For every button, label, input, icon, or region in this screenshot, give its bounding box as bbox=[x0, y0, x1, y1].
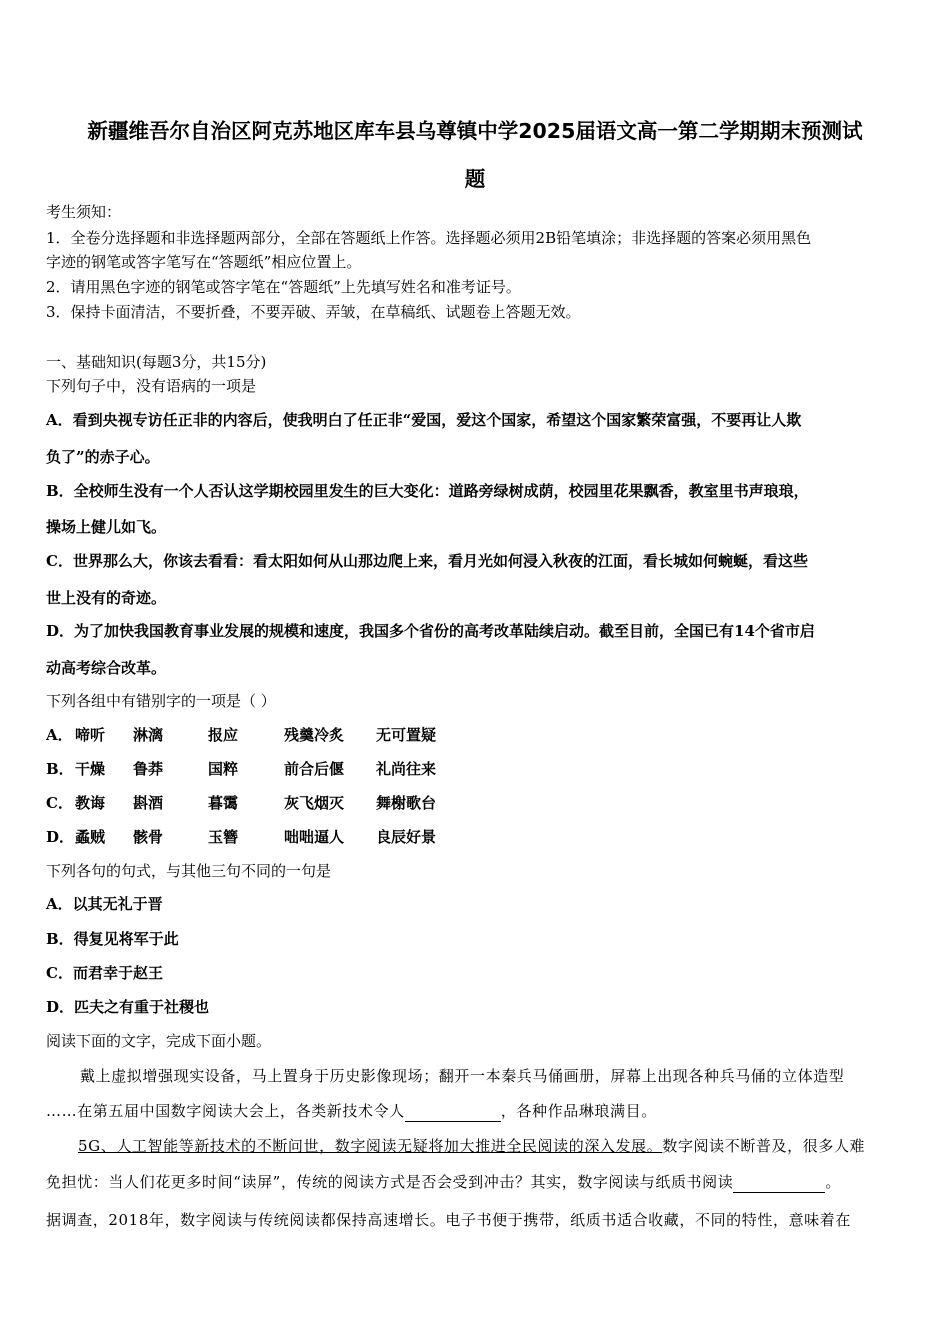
q2-row-label: A． bbox=[46, 726, 73, 744]
q3-option-a: A．以其无礼于晋 bbox=[46, 895, 163, 913]
q2-row-label: C． bbox=[46, 794, 73, 812]
q2-word: 舞榭歌台 bbox=[376, 794, 437, 812]
q3-option-b: B．得复见将军于此 bbox=[46, 930, 179, 948]
q1-option-a-line-2: 负了”的赤子心。 bbox=[46, 448, 160, 466]
reading-p2-line-2-start: 免担忧：当人们花更多时间“读屏”，传统的阅读方式是否会受到冲击？其实，数字阅读与纸质书阅读 bbox=[46, 1173, 734, 1191]
q3-option-c: C．而君幸于赵王 bbox=[46, 964, 163, 982]
q1-stem: 下列句子中，没有语病的一项是 bbox=[46, 377, 257, 395]
notice-item-2: 2．请用黑色字迹的钢笔或答字笔在“答题纸”上先填写姓名和准考证号。 bbox=[46, 278, 521, 296]
notice-heading: 考生须知： bbox=[46, 203, 122, 221]
q1-option-d-line-2: 动高考综合改革。 bbox=[46, 659, 167, 677]
q2-word: 灰飞烟灭 bbox=[284, 794, 345, 812]
q2-word: 骸骨 bbox=[133, 828, 164, 846]
q2-word: 良辰好景 bbox=[376, 828, 437, 846]
q2-word: 鲁莽 bbox=[133, 760, 164, 778]
q2-word: 蟊贼 bbox=[75, 828, 106, 846]
q1-option-b-line-1: B．全校师生没有一个人否认这学期校园里发生的巨大变化：道路旁绿树成荫，校园里花果飘香，教室里书声琅琅， bbox=[46, 482, 809, 500]
reading-p2-line-2 bbox=[46, 1172, 841, 1193]
reading-p2-line-2-end: 。 bbox=[825, 1173, 841, 1191]
q2-word: 前合后偃 bbox=[284, 760, 345, 778]
q2-word: 咄咄逼人 bbox=[284, 828, 345, 846]
q1-option-d-line-1: D．为了加快我国教育事业发展的规模和速度，我国多个省份的高考改革陆续启动。截至目前，全国已有14个省市启 bbox=[46, 622, 815, 640]
reading-p1-line-2-end: ，各种作品琳琅满目。 bbox=[500, 1102, 657, 1120]
q2-word: 报应 bbox=[208, 726, 239, 744]
reading-p1-line-2 bbox=[46, 1101, 657, 1122]
q1-option-b-line-2: 操场上健儿如飞。 bbox=[46, 518, 167, 536]
notice-item-1a: 1．全卷分选择题和非选择题两部分，全部在答题纸上作答。选择题必须用2B铅笔填涂；非选择题的答案必须用黑色 bbox=[46, 229, 812, 247]
notice-item-3: 3．保持卡面清洁，不要折叠，不要弄破、弄皱，在草稿纸、试题卷上答题无效。 bbox=[46, 303, 581, 321]
q1-option-c-line-2: 世上没有的奇迹。 bbox=[46, 589, 167, 607]
reading-p2-line-1-rest: 数字阅读不断普及，很多人难 bbox=[662, 1137, 866, 1155]
reading-instruction: 阅读下面的文字，完成下面小题。 bbox=[46, 1032, 272, 1050]
fill-in-blank-1[interactable] bbox=[405, 1101, 501, 1122]
q2-word: 国粹 bbox=[208, 760, 239, 778]
reading-p2-line-3: 据调查，2018年，数字阅读与传统阅读都保持高速增长。电子书便于携带，纸质书适合收藏，不同的特性，意味着在 bbox=[46, 1211, 851, 1229]
q2-word: 斟酒 bbox=[133, 794, 164, 812]
q2-row-label: D． bbox=[46, 828, 75, 846]
q2-word: 无可置疑 bbox=[376, 726, 437, 744]
underlined-sentence: 5G、人工智能等新技术的不断问世，数字阅读无疑将加大推进全民阅读的深入发展。 bbox=[78, 1137, 663, 1155]
q2-word: 残羹冷炙 bbox=[284, 726, 345, 744]
reading-p1-line-1: 戴上虚拟增强现实设备，马上置身于历史影像现场；翻开一本秦兵马俑画册，屏幕上出现各种兵马俑的立体造型 bbox=[80, 1067, 845, 1085]
q2-word: 啼听 bbox=[75, 726, 106, 744]
q2-word: 礼尚往来 bbox=[376, 760, 437, 778]
q2-word: 干燥 bbox=[75, 760, 106, 778]
q2-word: 教诲 bbox=[75, 794, 106, 812]
fill-in-blank-2[interactable] bbox=[733, 1172, 825, 1193]
exam-title-line-2: 题 bbox=[464, 167, 486, 191]
notice-item-1b: 字迹的钢笔或答字笔写在“答题纸”相应位置上。 bbox=[46, 253, 362, 271]
q3-stem: 下列各句的句式，与其他三句不同的一句是 bbox=[46, 862, 332, 880]
reading-p2-line-1 bbox=[78, 1136, 865, 1156]
q3-option-d: D．匹夫之有重于社稷也 bbox=[46, 998, 210, 1016]
q2-stem: 下列各组中有错别字的一项是（ ） bbox=[46, 692, 276, 710]
q1-option-c-line-1: C．世界那么大，你该去看看：看太阳如何从山那边爬上来，看月光如何浸入秋夜的江面，看长城如何蜿蜒，看这些 bbox=[46, 552, 808, 570]
exam-title-line-1: 新疆维吾尔自治区阿克苏地区库车县乌尊镇中学2025届语文高一第二学期期末预测试 bbox=[87, 119, 863, 143]
section-heading: 一、基础知识(每题3分，共15分) bbox=[46, 353, 267, 371]
q2-row-label: B． bbox=[46, 760, 74, 778]
q1-option-a-line-1: A．看到央视专访任正非的内容后，使我明白了任正非“爱国，爱这个国家，希望这个国家繁荣富强，不要再让人欺 bbox=[46, 411, 802, 429]
q2-word: 玉簪 bbox=[208, 828, 239, 846]
reading-p1-line-2-start: ……在第五届中国数字阅读大会上，各类新技术令人 bbox=[46, 1102, 405, 1120]
q2-word: 淋漓 bbox=[133, 726, 164, 744]
q2-word: 暮霭 bbox=[208, 794, 239, 812]
